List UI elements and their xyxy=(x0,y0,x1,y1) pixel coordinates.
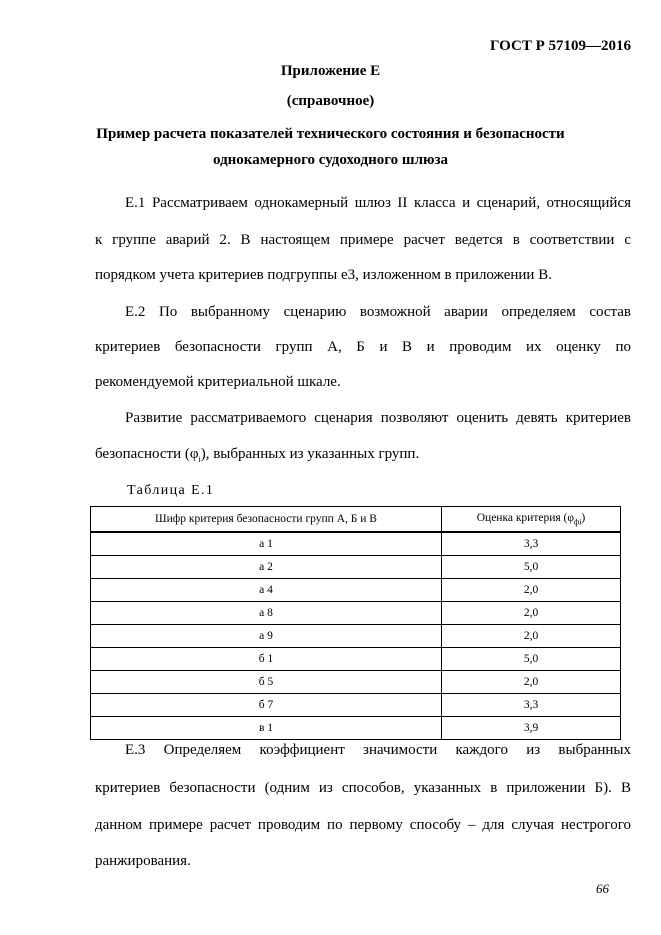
criterion-score-cell: 5,0 xyxy=(442,648,621,671)
table-row xyxy=(91,602,621,625)
criterion-code-cell: а 4 xyxy=(91,579,442,602)
table-row xyxy=(91,556,621,579)
paragraph-e3-line-2: критериев безопасности (одним из способов, указанных в приложении Б). В xyxy=(95,780,631,796)
table-header-row xyxy=(91,507,621,533)
paragraph-e2-line-1: Е.2 По выбранному сценарию возможной аварии определяем состав xyxy=(125,304,631,320)
table-row xyxy=(91,694,621,717)
criteria-table xyxy=(90,506,621,740)
criterion-code-cell: б 7 xyxy=(91,694,442,717)
criterion-code-cell: в 1 xyxy=(91,717,442,740)
criterion-score-cell: 3,9 xyxy=(442,717,621,740)
paragraph-e2-line-2: критериев безопасности групп А, Б и В и проводим их оценку по xyxy=(95,339,631,355)
criterion-score-cell: 2,0 xyxy=(442,671,621,694)
criterion-score-cell: 2,0 xyxy=(442,602,621,625)
appendix-title: Приложение Е xyxy=(280,63,381,79)
document-code: ГОСТ Р 57109—2016 xyxy=(489,38,631,54)
criterion-score-cell: 3,3 xyxy=(442,532,621,556)
table-row xyxy=(91,671,621,694)
paragraph-e3-line-1: Е.3 Определяем коэффициент значимости каждого из выбранных xyxy=(125,742,631,758)
table-row xyxy=(91,532,621,556)
paragraph-e1-line-1: Е.1 Рассматриваем однокамерный шлюз II класса и сценарий, относящийся xyxy=(125,195,631,211)
criterion-code-cell: а 8 xyxy=(91,602,442,625)
criterion-score-cell: 5,0 xyxy=(442,556,621,579)
table-header-code: Шифр критерия безопасности групп А, Б и В xyxy=(91,507,442,533)
paragraph-e2-line-3: рекомендуемой критериальной шкале. xyxy=(95,374,341,390)
table-row xyxy=(91,625,621,648)
criterion-code-cell: б 5 xyxy=(91,671,442,694)
paragraph-dev-line-2: безопасности $(\varphi_i)$, выбранных из указанных групп. xyxy=(95,446,420,464)
appendix-subtitle: (справочное) xyxy=(286,93,375,109)
paragraph-e1-line-3: порядком учета критериев подгруппы е3, изложенном в приложении В. xyxy=(95,267,552,283)
table-caption: Таблица Е.1 xyxy=(127,483,215,498)
table-row xyxy=(91,648,621,671)
section-heading-line-2: однокамерного судоходного шлюза xyxy=(213,152,448,168)
criterion-score-cell: 2,0 xyxy=(442,579,621,602)
criterion-code-cell: а 1 xyxy=(91,532,442,556)
table-header-score: Оценка критерия $(\varphi_{фi})$ xyxy=(442,507,621,533)
section-heading-line-1: Пример расчета показателей технического состояния и безопасности xyxy=(96,126,565,142)
paragraph-dev-line-1: Развитие рассматриваемого сценария позволяют оценить девять критериев xyxy=(125,410,631,426)
table-body xyxy=(91,532,621,740)
criterion-score-cell: 3,3 xyxy=(442,694,621,717)
criterion-code-cell: а 2 xyxy=(91,556,442,579)
table-row xyxy=(91,579,621,602)
criterion-code-cell: б 1 xyxy=(91,648,442,671)
table-row xyxy=(91,717,621,740)
paragraph-e3-line-3: данном примере расчет проводим по первому способу – для случая нестрогого xyxy=(95,817,631,833)
criterion-score-cell: 2,0 xyxy=(442,625,621,648)
paragraph-e3-line-4: ранжирования. xyxy=(95,853,191,869)
page-number: 66 xyxy=(596,881,609,896)
criterion-code-cell: а 9 xyxy=(91,625,442,648)
paragraph-e1-line-2: к группе аварий 2. В настоящем примере расчет ведется в соответствии с xyxy=(95,232,631,248)
